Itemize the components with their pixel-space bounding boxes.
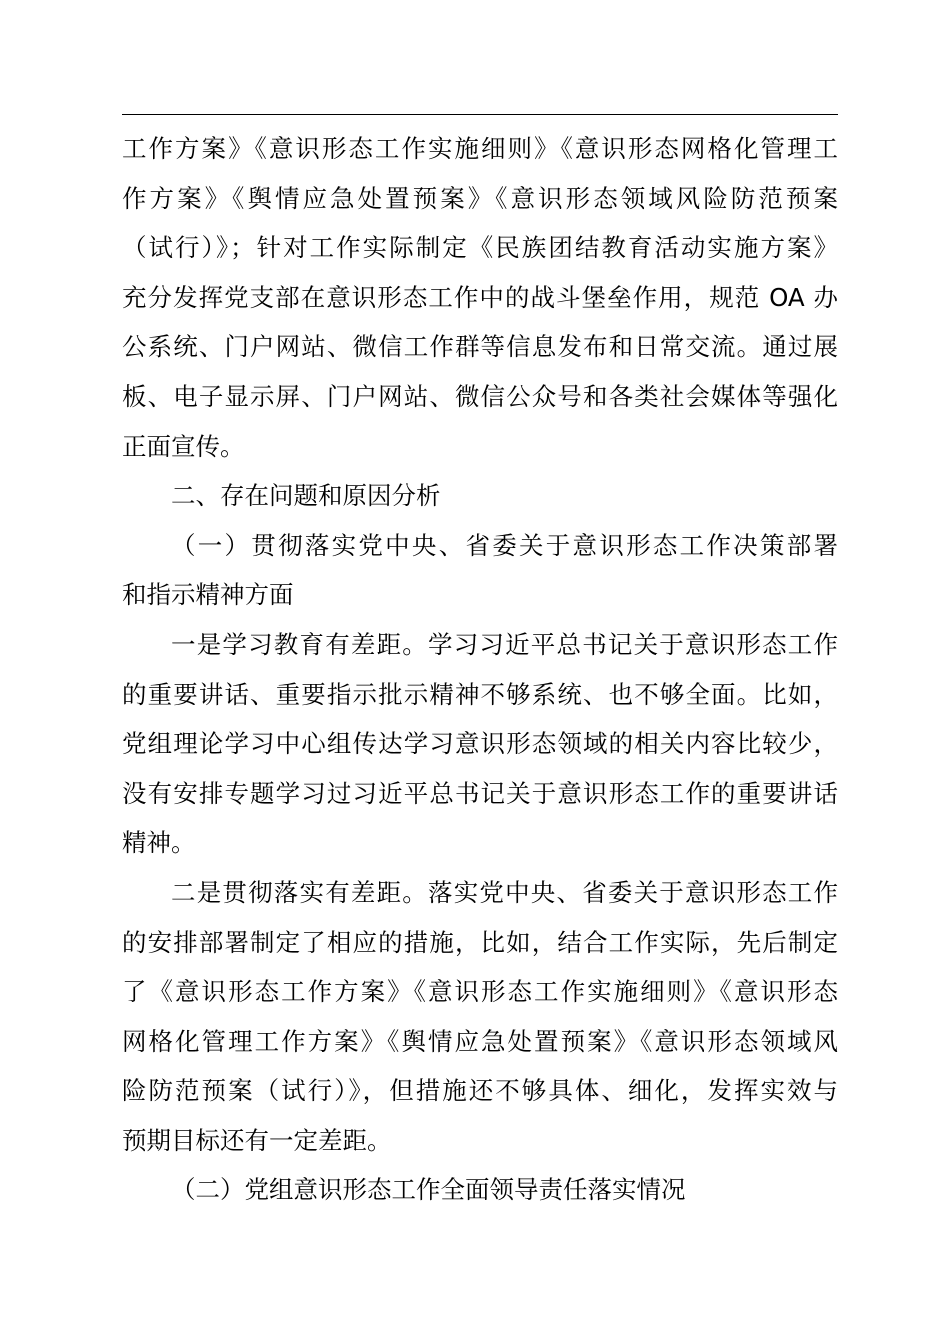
text-line: （试行）》；针对工作实际制定《民族团结教育活动实施方案》 — [122, 233, 838, 263]
text-line: 板、电子显示屏、门户网站、微信公众号和各类社会媒体等强化 — [122, 381, 838, 411]
text-line: 的重要讲话、重要指示批示精神不够系统、也不够全面。比如， — [122, 679, 838, 709]
text-line: 没有安排专题学习过习近平总书记关于意识形态工作的重要讲话 — [122, 778, 838, 808]
text-line: 充分发挥党支部在意识形态工作中的战斗堡垒作用，规范 OA 办 — [122, 282, 838, 312]
text-line: 网格化管理工作方案》《舆情应急处置预案》《意识形态领域风 — [122, 1026, 838, 1056]
text-line: 预期目标还有一定差距。 — [122, 1125, 392, 1155]
text-line: （二）党组意识形态工作全面领导责任落实情况 — [171, 1175, 686, 1205]
text-line: 和指示精神方面 — [122, 580, 294, 610]
text-line: 二、存在问题和原因分析 — [171, 481, 441, 511]
text-line: （一）贯彻落实党中央、省委关于意识形态工作决策部署 — [171, 530, 838, 560]
text-line: 了《意识形态工作方案》《意识形态工作实施细则》《意识形态 — [122, 977, 838, 1007]
text-line: 二是贯彻落实有差距。落实党中央、省委关于意识形态工作 — [171, 877, 838, 907]
text-line: 工作方案》《意识形态工作实施细则》《意识形态网格化管理工 — [122, 134, 838, 163]
text-line: 险防范预案（试行）》，但措施还不够具体、细化，发挥实效与 — [122, 1076, 838, 1106]
text-line: 公系统、门户网站、微信工作群等信息发布和日常交流。通过展 — [122, 332, 838, 362]
document-body — [122, 124, 838, 1215]
text-line: 党组理论学习中心组传达学习意识形态领域的相关内容比较少， — [122, 729, 838, 759]
text-line: 的安排部署制定了相应的措施，比如，结合工作实际，先后制定 — [122, 927, 838, 957]
text-line: 正面宣传。 — [122, 431, 245, 461]
text-line: 一是学习教育有差距。学习习近平总书记关于意识形态工作 — [171, 629, 838, 659]
text-line: 精神。 — [122, 828, 196, 858]
text-line: 作方案》《舆情应急处置预案》《意识形态领域风险防范预案 — [122, 183, 838, 213]
header-rule — [122, 114, 838, 115]
